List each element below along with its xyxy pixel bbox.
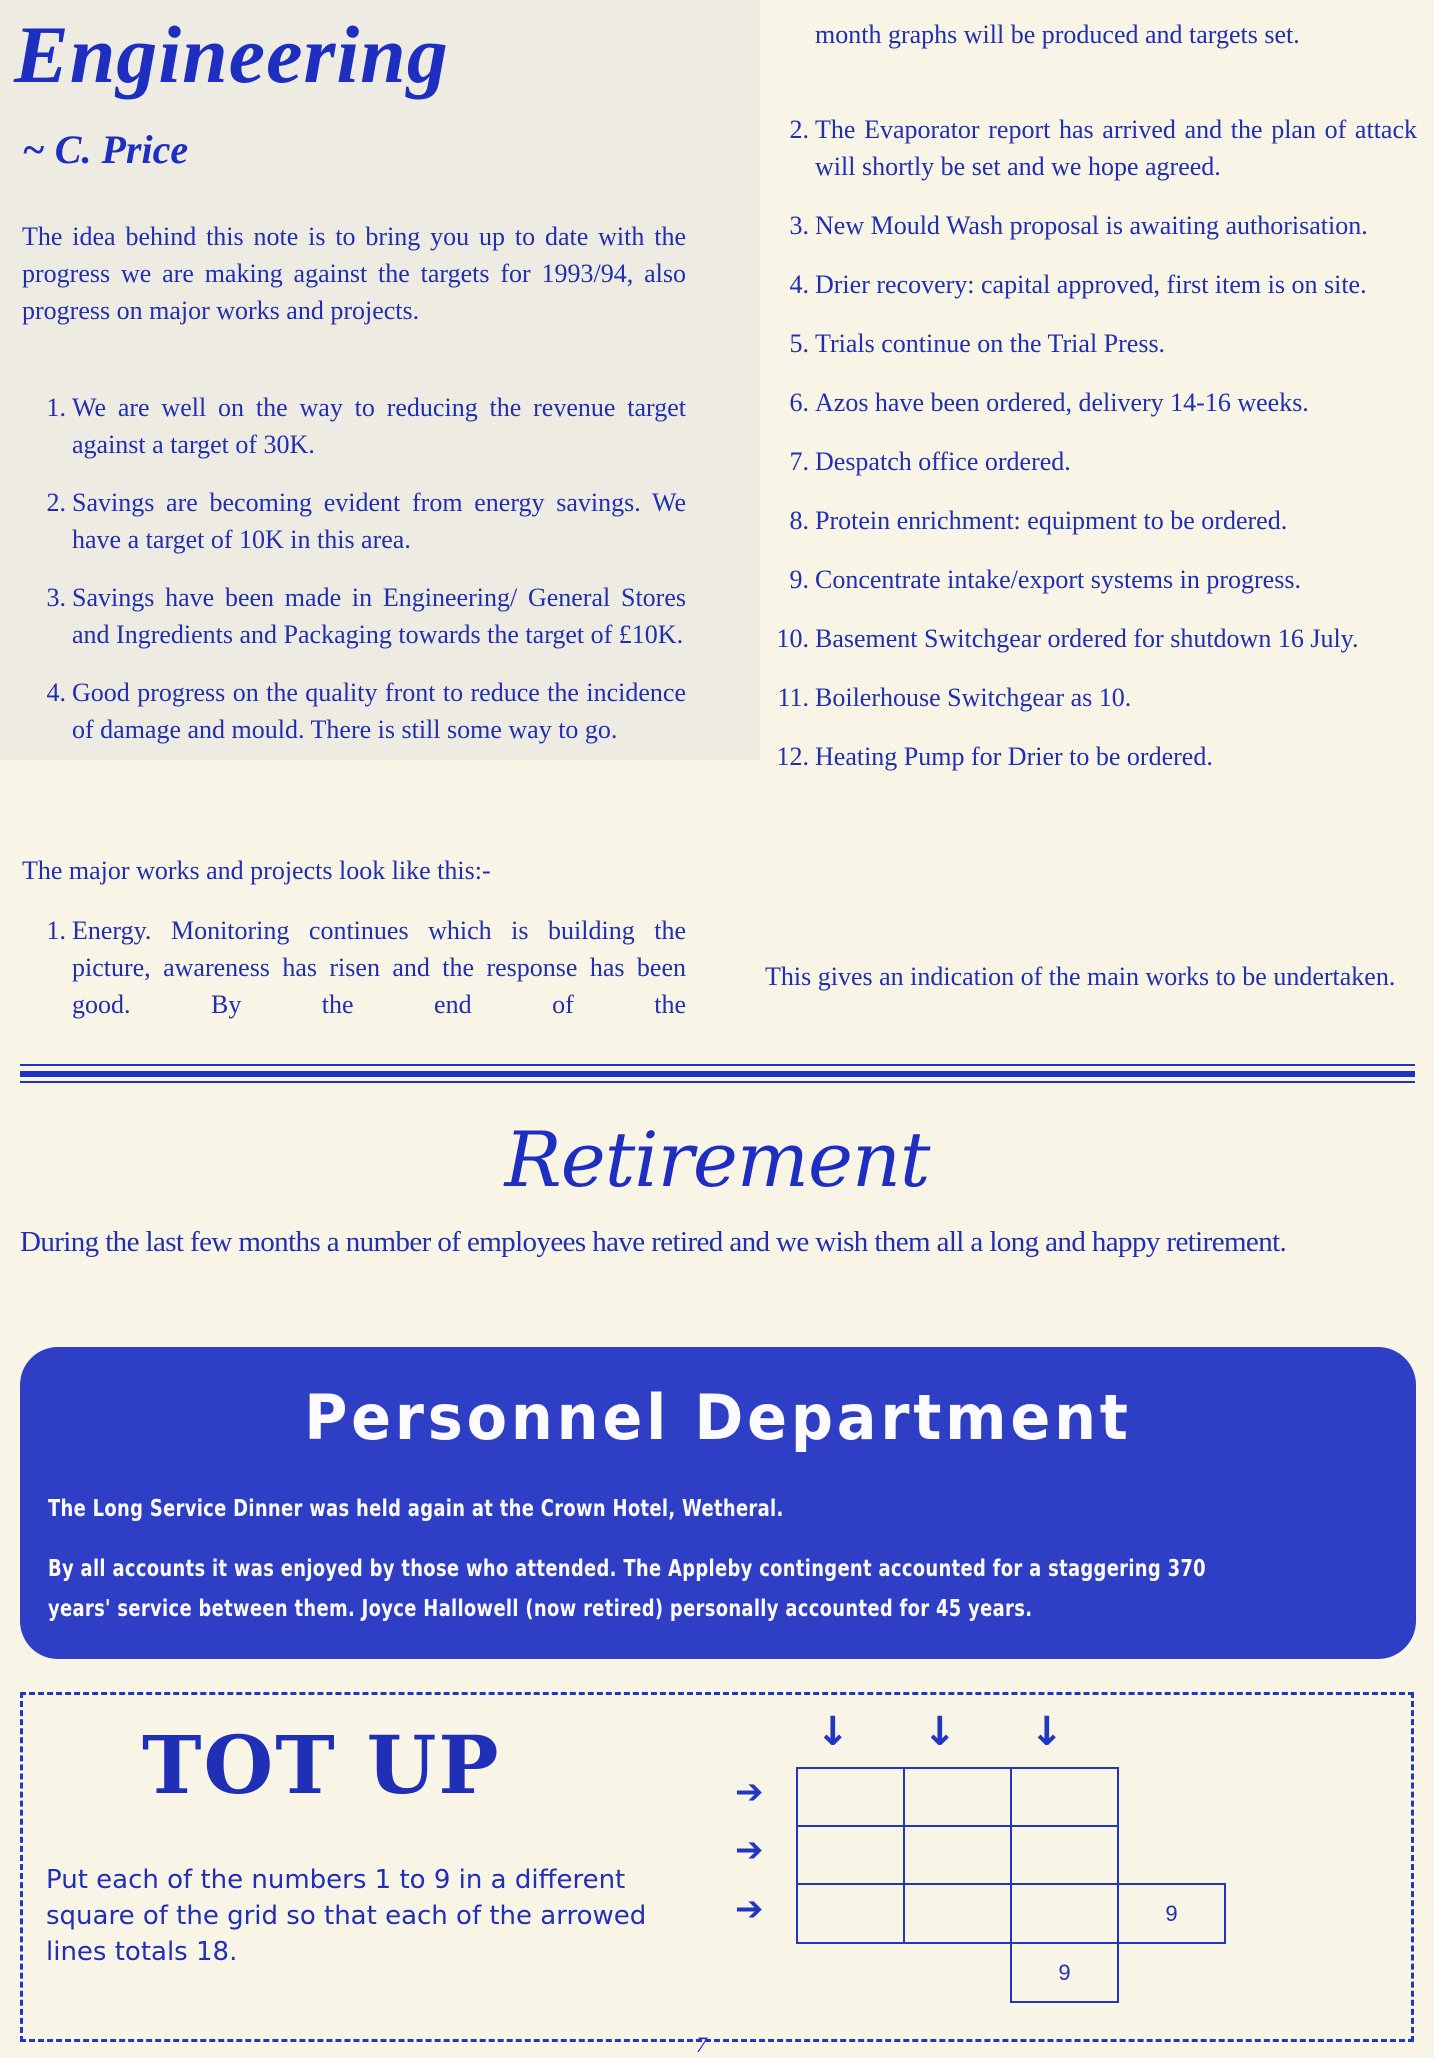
divider-line [20, 1064, 1415, 1066]
major-works-intro: The major works and projects look like this:- [22, 856, 491, 885]
divider-line [20, 1071, 1415, 1077]
engineering-intro: The idea behind this note is to bring you up to date with the progress we are making against the targets for 1993/94, also progress on major works and projects. [22, 222, 686, 325]
grid-cell[interactable] [903, 1767, 1012, 1827]
right-arrow-icon: ➔ [735, 1889, 764, 1929]
grid-cell[interactable] [1010, 1767, 1119, 1827]
tot-up-title: TOT UP [142, 1718, 501, 1812]
list-item: 5. Trials continue on the Trial Press. [789, 329, 1166, 358]
grid-cell[interactable] [796, 1767, 905, 1827]
grid-cell[interactable] [1010, 1883, 1119, 1944]
given-cell-right: 9 [1117, 1883, 1226, 1944]
grid-cell[interactable] [903, 1825, 1012, 1885]
major-works-list-part1 [22, 912, 686, 1023]
list-item: 4. Drier recovery: capital approved, first item is on site. [789, 270, 1367, 299]
down-arrow-icon: ↓ [1030, 1709, 1064, 1755]
grid-cell[interactable] [903, 1883, 1012, 1944]
list-item: 7. Despatch office ordered. [789, 447, 1071, 476]
targets-list [22, 389, 686, 769]
major-works-list-part2 [765, 111, 1417, 797]
list-item: 2. Savings are becoming evident from energy savings. We have a target of 10K in this area. [46, 488, 686, 554]
list-item: 9. Concentrate intake/export systems in progress. [789, 565, 1301, 594]
list-item: 4. Good progress on the quality front to reduce the incidence of damage and mould. There is still some way to go. [46, 678, 686, 744]
list-item: 6. Azos have been ordered, delivery 14-16 weeks. [789, 388, 1309, 417]
list-item: 10. Basement Switchgear ordered for shutdown 16 July. [776, 624, 1359, 653]
retirement-text: During the last few months a number of employees have retired and we wish them all a long and happy retirement. [20, 1226, 1287, 1258]
personnel-title: Personnel Department [304, 1381, 1132, 1454]
down-arrow-icon: ↓ [816, 1709, 850, 1755]
personnel-paragraph: The Long Service Dinner was held again at the Crown Hotel, Wetheral. [48, 1496, 784, 1522]
list-item: 1. We are well on the way to reducing the revenue target against a target of 30K. [46, 393, 686, 459]
given-cell-below: 9 [1010, 1942, 1119, 2003]
down-arrow-icon: ↓ [923, 1709, 957, 1755]
personnel-paragraph: By all accounts it was enjoyed by those who attended. The Appleby contingent accounted for a staggering 370 years' service between them. Joyce Hallowell (now retired) personally accounted for 45 years. [48, 1556, 1206, 1622]
engineering-outro: This gives an indication of the main works to be undertaken. [765, 962, 1396, 991]
author-byline: ~ C. Price [22, 127, 189, 172]
right-arrow-icon: ➔ [735, 1830, 764, 1870]
retirement-title: Retirement [504, 1115, 930, 1204]
major-works-continuation: month graphs will be produced and targets set. [815, 20, 1300, 49]
grid-cell[interactable] [796, 1825, 905, 1885]
list-item: 3. New Mould Wash proposal is awaiting authorisation. [789, 211, 1368, 240]
list-item: 2. The Evaporator report has arrived and the plan of attack will shortly be set and we hope agreed. [789, 115, 1417, 181]
list-item: 12. Heating Pump for Drier to be ordered. [776, 742, 1213, 771]
divider-line [20, 1081, 1415, 1083]
personnel-banner [20, 1347, 1416, 1659]
list-item: 8. Protein enrichment: equipment to be ordered. [789, 506, 1288, 535]
list-item: 3. Savings have been made in Engineering/ General Stores and Ingredients and Packaging towards the target of £10K. [46, 583, 686, 649]
grid-cell[interactable] [1010, 1825, 1119, 1885]
list-item: 11. Boilerhouse Switchgear as 10. [777, 683, 1132, 712]
right-arrow-icon: ➔ [735, 1772, 764, 1812]
grid-cell[interactable] [796, 1883, 905, 1944]
engineering-title: Engineering [14, 9, 449, 100]
tot-up-instructions: Put each of the numbers 1 to 9 in a different square of the grid so that each of the arrowed lines totals 18. [46, 1865, 647, 1967]
page-number: 7 [696, 2032, 707, 2057]
list-item: 1. Energy. Monitoring continues which is building the picture, awareness has risen and the response has been good. By the end of the [46, 916, 686, 1019]
